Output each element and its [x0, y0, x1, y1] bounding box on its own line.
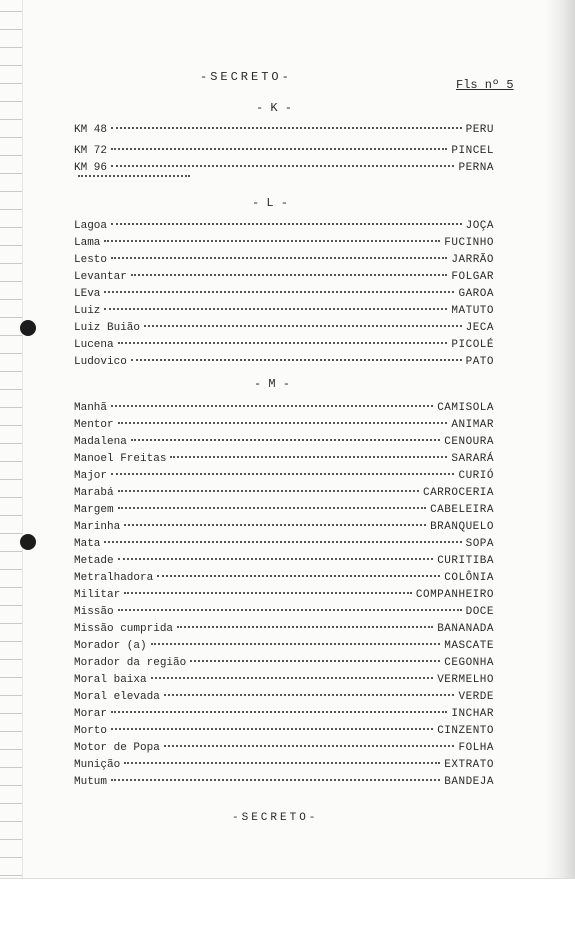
dot-leader — [111, 165, 454, 167]
dot-leader — [144, 325, 462, 327]
entry-code: CURITIBA — [437, 555, 494, 567]
entry-code: JECA — [465, 322, 494, 334]
list-item — [74, 356, 494, 372]
entry-code: FOLHA — [458, 742, 494, 754]
entry-code: PATO — [465, 356, 494, 368]
entry-term: Marinha — [74, 521, 121, 533]
list-item — [74, 759, 494, 775]
entry-term: Metade — [74, 555, 114, 567]
dot-leader — [124, 762, 440, 764]
list-item — [74, 470, 494, 486]
entry-term: KM 72 — [74, 145, 108, 157]
entry-term: Lucena — [74, 339, 114, 351]
entry-term: Metralhadora — [74, 572, 154, 584]
entry-term: Luiz Buião — [74, 322, 141, 334]
dot-leader — [118, 507, 426, 509]
list-item — [74, 555, 494, 571]
list-item — [74, 178, 194, 194]
entry-code: CEGONHA — [444, 657, 494, 669]
classification-footer: -SECRETO- — [232, 812, 319, 824]
entry-code: PICOLÉ — [451, 339, 494, 351]
entry-code: ANIMAR — [451, 419, 494, 431]
dot-leader — [131, 439, 440, 441]
dot-leader — [78, 175, 190, 177]
punch-hole-lower — [20, 534, 36, 550]
entry-code: BRANQUELO — [430, 521, 494, 533]
dot-leader — [104, 291, 454, 293]
dot-leader — [151, 677, 434, 679]
list-item — [74, 504, 494, 520]
punch-hole-upper — [20, 320, 36, 336]
dot-leader — [151, 643, 441, 645]
list-item — [74, 145, 494, 161]
entry-term: KM 48 — [74, 124, 108, 136]
dot-leader — [111, 779, 440, 781]
list-item — [74, 521, 494, 537]
entry-term: Levantar — [74, 271, 127, 283]
entry-term: Munição — [74, 759, 121, 771]
entry-term: Lama — [74, 237, 101, 249]
entry-code: EXTRATO — [444, 759, 494, 771]
dot-leader — [118, 609, 462, 611]
dot-leader — [131, 359, 462, 361]
entry-code: VERDE — [458, 691, 494, 703]
dot-leader — [118, 422, 448, 424]
dot-leader — [104, 240, 440, 242]
entry-term: Ludovico — [74, 356, 127, 368]
dot-leader — [111, 148, 447, 150]
entry-code: CABELEIRA — [430, 504, 494, 516]
entry-term: Morar — [74, 708, 108, 720]
classification-header: -SECRETO- — [200, 70, 292, 84]
entry-code: BANDEJA — [444, 776, 494, 788]
dot-leader — [111, 473, 454, 475]
dot-leader — [118, 490, 419, 492]
list-item — [74, 322, 494, 338]
entry-code: BANANADA — [437, 623, 494, 635]
dot-leader — [170, 456, 447, 458]
entry-term: Manhã — [74, 402, 108, 414]
dot-leader — [118, 558, 434, 560]
dot-leader — [104, 308, 447, 310]
entry-code: MASCATE — [444, 640, 494, 652]
list-item — [74, 402, 494, 418]
entry-term: Mutum — [74, 776, 108, 788]
entry-code: JARRÃO — [451, 254, 494, 266]
list-item — [74, 436, 494, 452]
entry-term: Moral elevada — [74, 691, 160, 703]
dot-leader — [111, 127, 462, 129]
dot-leader — [164, 694, 455, 696]
list-item — [74, 640, 494, 656]
entry-term: Madalena — [74, 436, 127, 448]
entry-code: VERMELHO — [437, 674, 494, 686]
list-item — [74, 538, 494, 554]
list-item — [74, 339, 494, 355]
list-item — [74, 419, 494, 435]
entry-code: CURIÓ — [458, 470, 494, 482]
entry-code: CINZENTO — [437, 725, 494, 737]
entry-term: Luiz — [74, 305, 101, 317]
entry-term: KM 96 — [74, 162, 108, 174]
dot-leader — [111, 223, 462, 225]
section-heading-k: - K - — [256, 101, 293, 115]
entry-code: COMPANHEIRO — [415, 589, 494, 601]
dot-leader — [131, 274, 448, 276]
entry-term: Major — [74, 470, 108, 482]
page-edge-shadow — [545, 0, 575, 880]
entry-term: Motor de Popa — [74, 742, 160, 754]
list-item — [74, 124, 494, 140]
scan-bottom-margin — [0, 878, 575, 948]
list-item — [74, 453, 494, 469]
entry-term: Missão — [74, 606, 114, 618]
list-item — [74, 708, 494, 724]
list-item — [74, 237, 494, 253]
list-item — [74, 288, 494, 304]
entry-code: JOÇA — [465, 220, 494, 232]
entry-code: SARARÁ — [451, 453, 494, 465]
entry-term: Morador (a) — [74, 640, 147, 652]
dot-leader — [111, 257, 447, 259]
entry-term: Mentor — [74, 419, 114, 431]
entry-code: SOPA — [465, 538, 494, 550]
list-item — [74, 220, 494, 236]
entry-code: FOLGAR — [451, 271, 494, 283]
list-item — [74, 572, 494, 588]
entry-code: PERNA — [458, 162, 494, 174]
page-number: Fls nº 5 — [456, 78, 514, 92]
spiral-binding-strip — [0, 0, 23, 880]
entry-code: DOCE — [465, 606, 494, 618]
entry-term: Lesto — [74, 254, 108, 266]
list-item — [74, 606, 494, 622]
entry-code: MATUTO — [451, 305, 494, 317]
entry-code: PERU — [465, 124, 494, 136]
entry-term: Morador da região — [74, 657, 187, 669]
list-item — [74, 674, 494, 690]
entry-code: INCHAR — [451, 708, 494, 720]
dot-leader — [111, 711, 447, 713]
section-heading-l: - L - — [252, 196, 289, 210]
entry-code: FUCINHO — [444, 237, 494, 249]
entry-term: Margem — [74, 504, 114, 516]
section-heading-m: - M - — [254, 377, 291, 391]
entry-term: Missão cumprida — [74, 623, 174, 635]
dot-leader — [157, 575, 440, 577]
entry-term: Morto — [74, 725, 108, 737]
list-item — [74, 725, 494, 741]
dot-leader — [111, 405, 433, 407]
dot-leader — [111, 728, 433, 730]
list-item — [74, 657, 494, 673]
list-item — [74, 305, 494, 321]
dot-leader — [124, 524, 426, 526]
list-item — [74, 691, 494, 707]
entry-term: Moral baixa — [74, 674, 147, 686]
list-item — [74, 776, 494, 792]
dot-leader — [104, 541, 461, 543]
list-item — [74, 589, 494, 605]
entry-code: PINCEL — [451, 145, 494, 157]
entry-code: COLÔNIA — [444, 572, 494, 584]
entry-code: GAROA — [458, 288, 494, 300]
dot-leader — [164, 745, 455, 747]
entry-code: CAMISOLA — [437, 402, 494, 414]
list-item — [74, 623, 494, 639]
dot-leader — [124, 592, 412, 594]
entry-code: CARROCERIA — [422, 487, 494, 499]
entry-term: Lagoa — [74, 220, 108, 232]
entry-code: CENOURA — [444, 436, 494, 448]
entry-term: Manoel Freitas — [74, 453, 167, 465]
list-item — [74, 271, 494, 287]
entry-term: LEva — [74, 288, 101, 300]
dot-leader — [177, 626, 433, 628]
list-item — [74, 742, 494, 758]
dot-leader — [118, 342, 448, 344]
list-item — [74, 254, 494, 270]
entry-term: Marabá — [74, 487, 114, 499]
list-item — [74, 487, 494, 503]
entry-term: Militar — [74, 589, 121, 601]
dot-leader — [190, 660, 440, 662]
entry-term: Mata — [74, 538, 101, 550]
